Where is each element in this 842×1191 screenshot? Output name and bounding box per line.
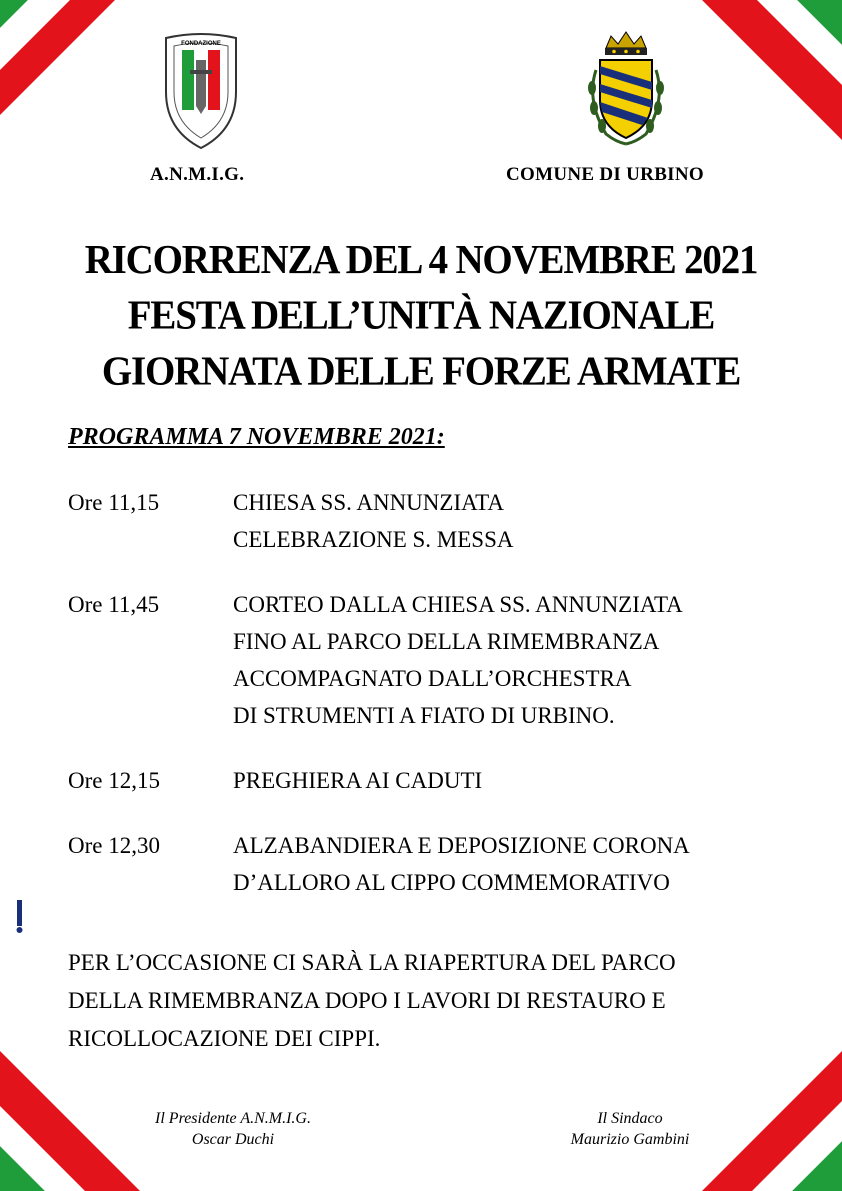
title-line-1: RICORRENZA DEL 4 NOVEMBRE 2021	[84, 237, 758, 283]
notice-line-3: RICOLLOCAZIONE DEI CIPPI.	[68, 1026, 381, 1051]
signature-mayor	[540, 1108, 720, 1150]
signature-president	[128, 1108, 338, 1150]
notice-line-2: DELLA RIMEMBRANZA DOPO I LAVORI DI RESTAURO E	[68, 988, 666, 1013]
schedule-entry	[68, 484, 788, 558]
printer-mark-icon	[16, 900, 23, 934]
reopening-notice	[68, 944, 798, 1058]
logo-text-fondazione: FONDAZIONE	[181, 41, 221, 47]
tricolore-corner-top-right	[692, 0, 842, 150]
org-name-anmig: A.N.M.I.G.	[150, 164, 245, 185]
entry-line: ACCOMPAGNATO DALL’ORCHESTRA	[233, 666, 632, 691]
schedule-entry	[68, 762, 788, 799]
schedule-entry	[68, 827, 788, 901]
program-heading: PROGRAMMA 7 NOVEMBRE 2021:	[68, 424, 445, 450]
entry-line: ALZABANDIERA E DEPOSIZIONE CORONA	[233, 833, 690, 858]
entry-line: FINO AL PARCO DELLA RIMEMBRANZA	[233, 629, 660, 654]
anmig-shield-icon	[160, 30, 242, 152]
urbino-coat-of-arms-icon	[576, 30, 676, 148]
program-schedule	[68, 484, 788, 929]
entry-time: Ore 12,30	[68, 833, 160, 858]
event-title	[40, 232, 802, 399]
title-line-2: FESTA DELL’UNITÀ NAZIONALE	[127, 292, 715, 339]
signature-role: Il Sindaco	[597, 1110, 663, 1127]
schedule-entry	[68, 586, 788, 734]
entry-line: D’ALLORO AL CIPPO COMMEMORATIVO	[233, 870, 670, 895]
notice-line-1: PER L’OCCASIONE CI SARÀ LA RIAPERTURA DEL PARCO	[68, 950, 676, 975]
entry-time: Ore 12,15	[68, 768, 160, 793]
entry-line: CHIESA SS. ANNUNZIATA	[233, 490, 504, 515]
entry-time: Ore 11,15	[68, 490, 160, 515]
entry-line: CORTEO DALLA CHIESA SS. ANNUNZIATA	[233, 592, 683, 617]
signature-name: Oscar Duchi	[191, 1131, 275, 1148]
entry-time: Ore 11,45	[68, 592, 160, 617]
signature-role: Il Presidente A.N.M.I.G.	[155, 1110, 311, 1127]
entry-line: DI STRUMENTI A FIATO DI URBINO.	[233, 703, 615, 728]
tricolore-corner-top-left	[0, 0, 150, 150]
org-name-comune-urbino: COMUNE DI URBINO	[506, 164, 704, 185]
signature-name: Maurizio Gambini	[570, 1131, 690, 1148]
entry-line: CELEBRAZIONE S. MESSA	[233, 527, 514, 552]
title-line-3: GIORNATA DELLE FORZE ARMATE	[101, 348, 741, 394]
entry-line: PREGHIERA AI CADUTI	[233, 768, 483, 793]
